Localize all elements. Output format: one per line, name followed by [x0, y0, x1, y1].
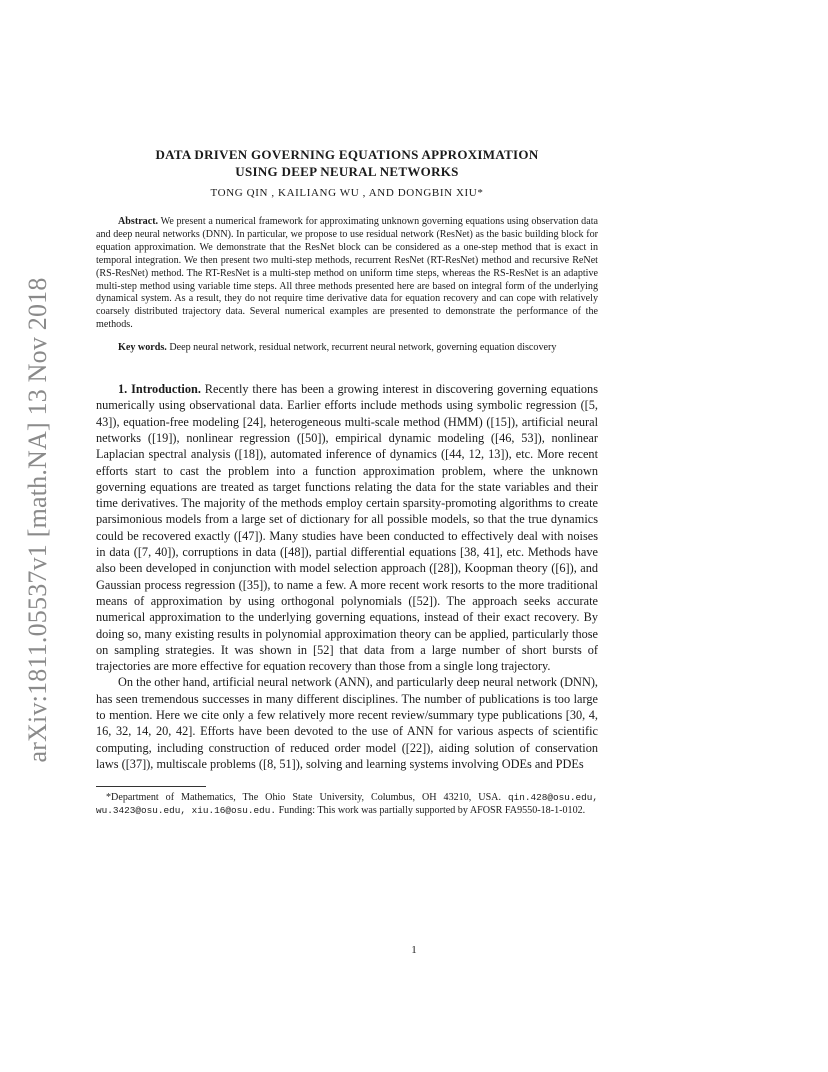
intro-paragraph-2: On the other hand, artificial neural network (ANN), and particularly deep neural network (DNN), has seen tremendous successes in many different disciplines. The number of publications is too large to mention. Here we cite only a few relatively more recent review/summary type publications [30, 4, 16, 32, 14, 20, 42]. Efforts have been devoted to the use of ANN for various aspects of scientific computing, including construction of reduced order model ([22]), aiding solution of conservation laws ([37]), multiscale problems ([8, 51]), solving and learning systems involving ODEs and PDEs	[96, 675, 598, 771]
author-list: TONG QIN , KAILIANG WU , AND DONGBIN XIU*	[210, 187, 484, 199]
abstract	[96, 216, 598, 332]
arxiv-sidebar-stamp	[16, 255, 60, 785]
keywords-label: Key words.	[118, 342, 167, 354]
footnote	[96, 791, 598, 817]
abstract-text: We present a numerical framework for approximating unknown governing equations using observation data and deep neural networks (DNN). In particular, we propose to use residual network (ResNet) as the basic building block for equation approximation. We demonstrate that the ResNet block can be considered as a one-step method that is exact in temporal integration. We then present two multi-step methods, recurrent ResNet (RT-ResNet) method and recursive ReNet (RS-ResNet) method. The RT-ResNet is a multi-step method on uniform time steps, whereas the RS-ResNet is an adaptive multi-step method using variable time steps. All three methods presented here are based on integral form of the underlying dynamical system. As a result, they do not require time derivative data for equation recovery and can cope with relatively coarsely distributed trajectory data. Several numerical examples are presented to demonstrate the performance of the methods.	[96, 216, 598, 331]
paper-title	[96, 146, 598, 180]
footnote-affiliation: *Department of Mathematics, The Ohio State University, Columbus, OH 43210, USA.	[106, 792, 501, 804]
abstract-label: Abstract.	[118, 216, 159, 227]
intro-paragraph-1	[96, 381, 598, 674]
keywords	[96, 342, 598, 355]
footnote-emails: qin.428@osu.edu, wu.3423@osu.edu, xiu.16@osu.edu.	[96, 792, 598, 817]
arxiv-identifier: arXiv:1811.05537v1 [math.NA] 13 Nov 2018	[23, 277, 52, 763]
introduction-section	[96, 381, 598, 772]
paper-page	[96, 146, 598, 827]
title-line-1: DATA DRIVEN GOVERNING EQUATIONS APPROXIMATION	[155, 147, 539, 162]
footnote-divider	[96, 786, 206, 787]
section-heading: 1. Introduction.	[118, 382, 201, 397]
title-line-2: USING DEEP NEURAL NETWORKS	[235, 164, 459, 179]
footnote-funding: Funding: This work was partially supported by AFOSR FA9550-18-1-0102.	[278, 805, 586, 817]
keywords-text: Deep neural network, residual network, recurrent neural network, governing equation discovery	[169, 342, 557, 354]
intro-paragraph-1-text: Recently there has been a growing interest in discovering governing equations numerically using observational data. Earlier efforts include methods using symbolic regression ([5, 43]), equation-free modeling [24], heterogeneous multi-scale method (HMM) ([15]), artificial neural networks ([19]), nonlinear regression ([50]), empirical dynamic modeling ([46, 53]), nonlinear Laplacian spectral analysis ([18]), automated inference of dynamics ([44, 12, 13]), etc. More recent efforts start to cast the problem into a function approximation problem, where the unknown governing equations are treated as target functions relating the data for the state variables and their time derivatives. The majority of the methods employ certain sparsity-promoting algorithms to create parsimonious models from a large set of dictionary for all possible models, so that the true dynamics could be recovered exactly ([47]). Many studies have been conducted to effectively deal with noises in data ([7, 40]), corruptions in data ([48]), partial differential equations [38, 41], etc. Methods have also been developed in conjunction with model selection approach ([28]), Koopman theory ([6]), and Gaussian process regression ([35]), to name a few. A more recent work resorts to the more traditional means of approximation by using orthogonal polynomials ([52]). The approach seeks accurate numerical approximation to the underlying governing equations, instead of their exact recovery. By doing so, many existing results in polynomial approximation theory can be applied, particularly those on sampling strategies. It was shown in [52] that data from a large number of short bursts of trajectories are more effective for equation recovery than those from a single long trajectory.	[96, 382, 598, 674]
page-number: 1	[411, 944, 417, 956]
